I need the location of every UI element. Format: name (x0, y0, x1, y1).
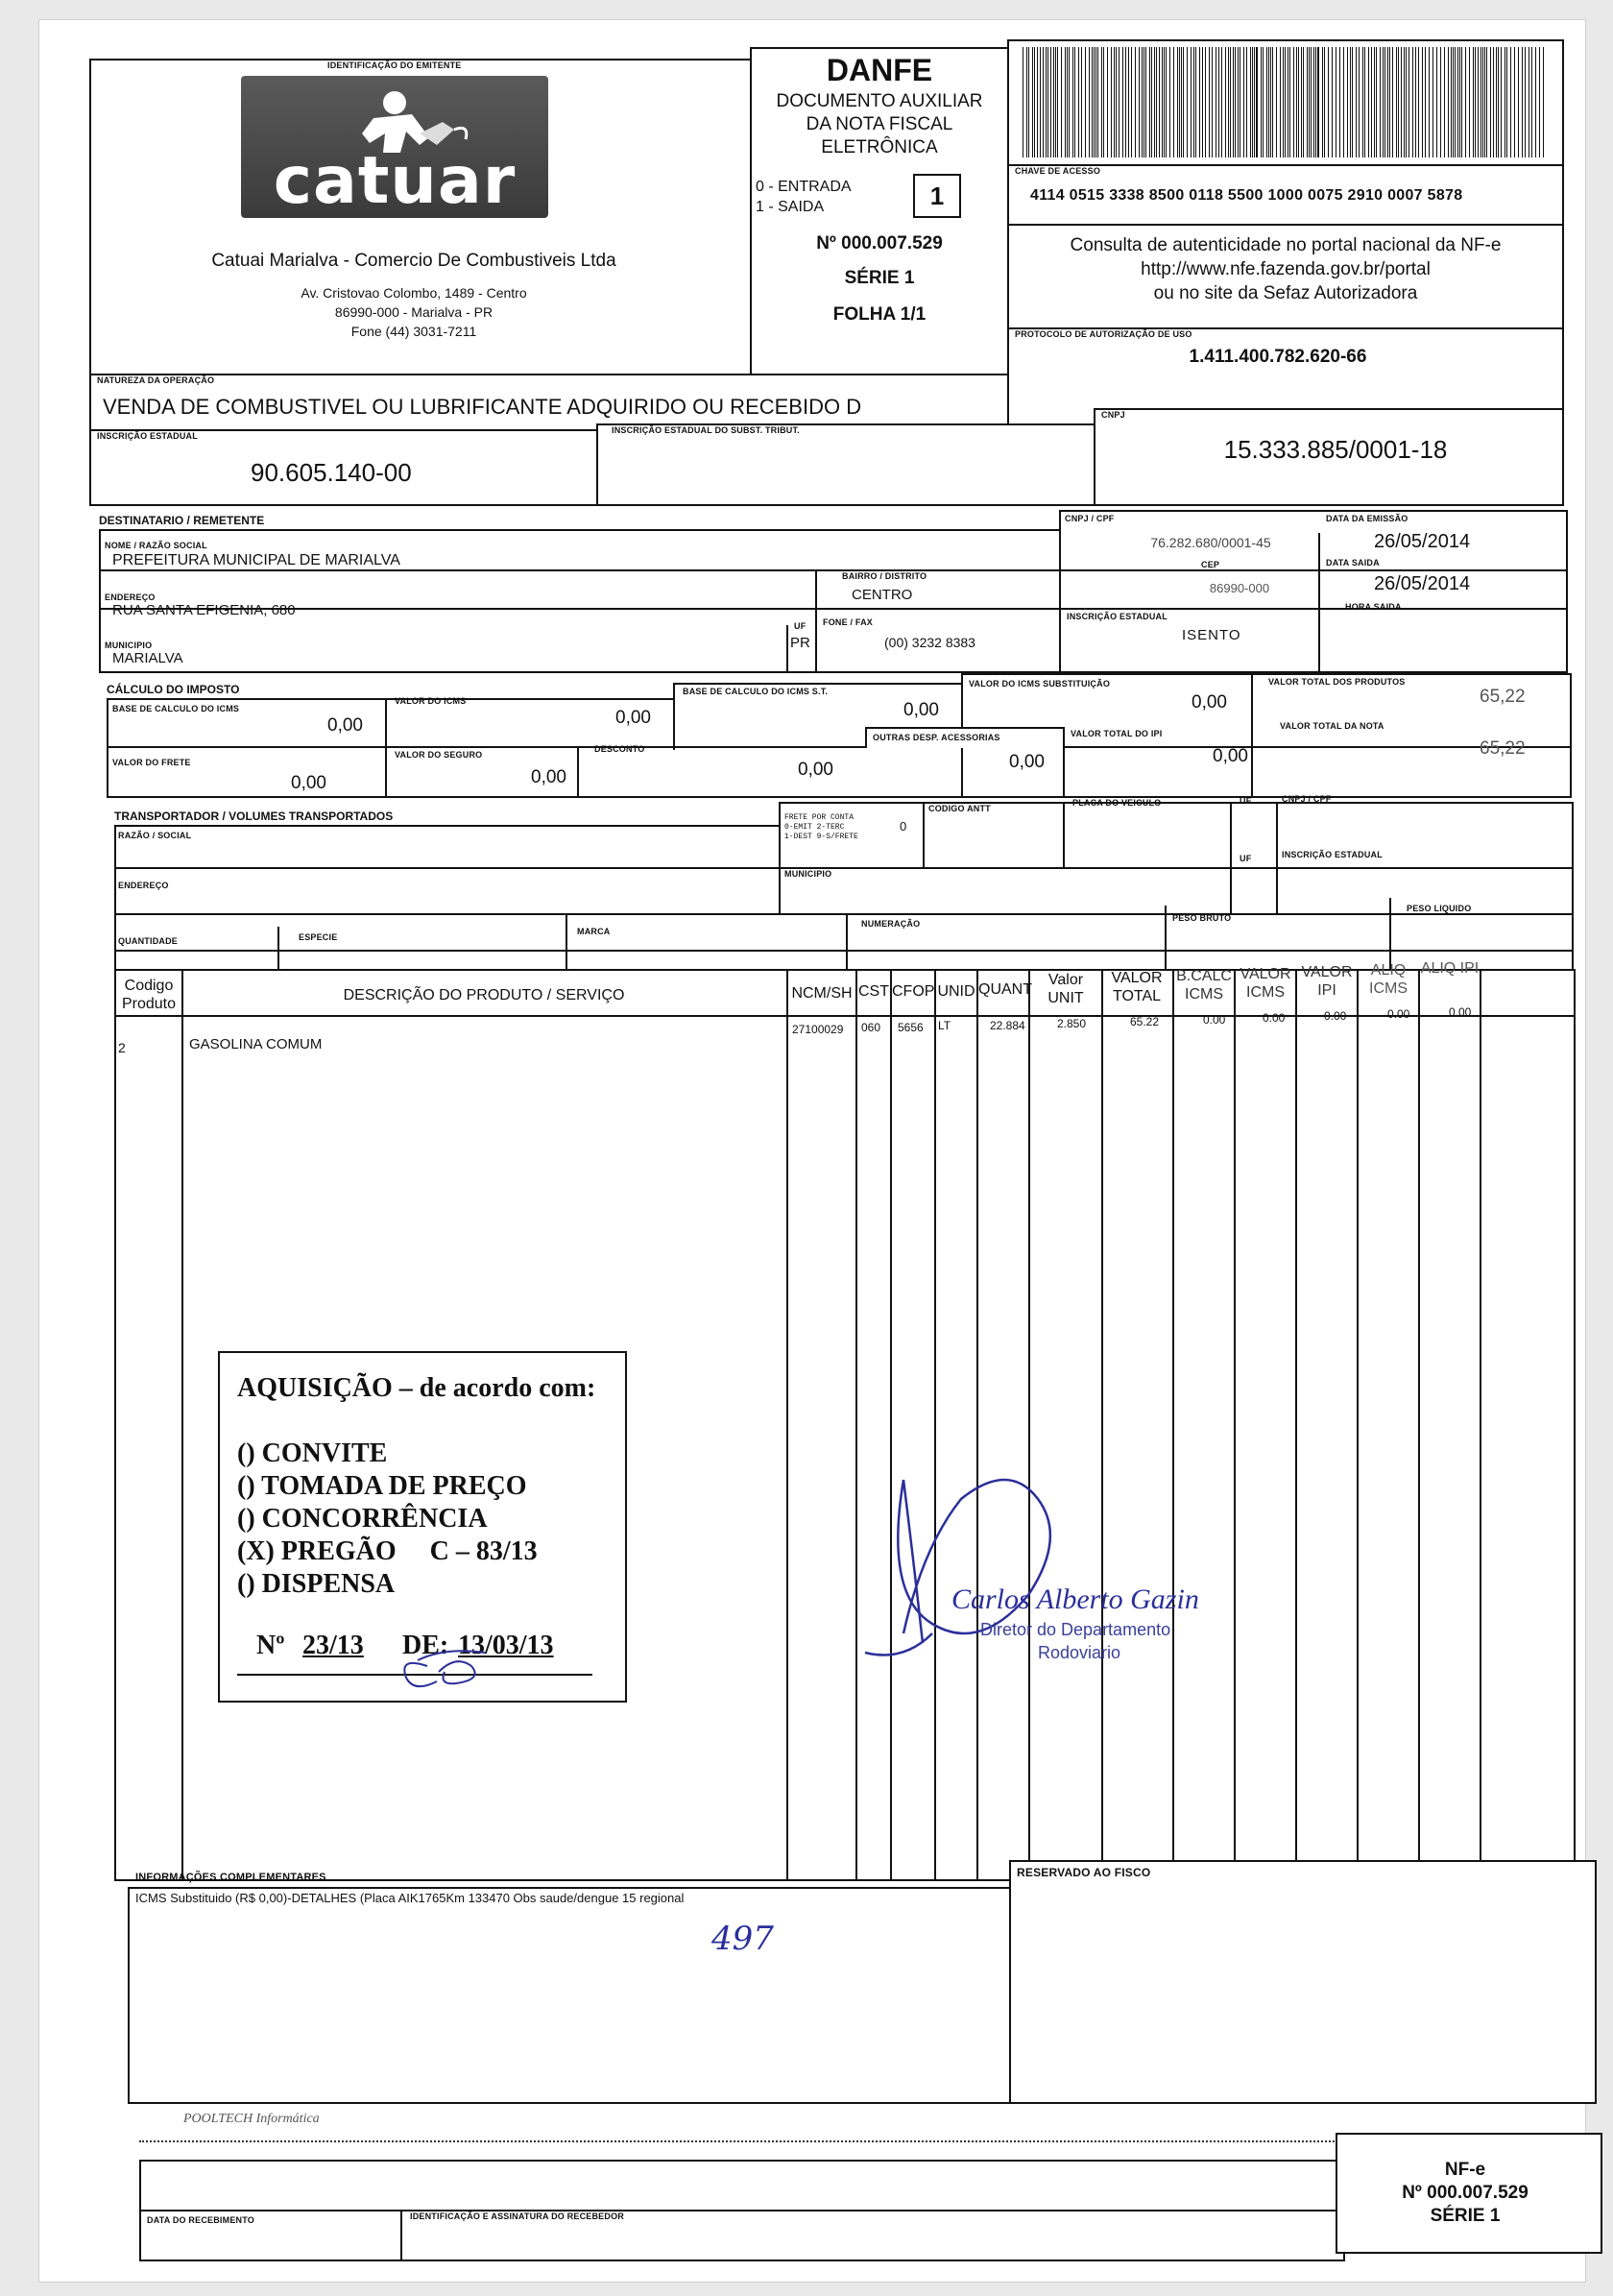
tax-freight: 0,00 (291, 773, 326, 793)
tax-icms-st-label: VALOR DO ICMS SUBSTITUIÇÃO (969, 679, 1111, 689)
info-text: ICMS Substituido (R$ 0,00)-DETALHES (Placa AIK1765Km 133470 Obs saude/dengue 15 regional (135, 1891, 685, 1905)
col-unit: UNID (937, 983, 975, 1000)
software-credit: POOLTECH Informática (183, 2112, 320, 2126)
transport-city-label: MUNICIPIO (784, 869, 832, 879)
emitter-address: Av. Cristovao Colombo, 1489 - Centro (301, 285, 527, 301)
recipient-exit-label: DATA SAIDA (1326, 558, 1380, 568)
transport-freight-label-2: 0-EMIT 2-TERC (784, 823, 845, 832)
danfe-number: Nº 000.007.529 (816, 233, 943, 254)
transport-antt-label: CODIGO ANTT (928, 804, 991, 813)
transport-qty-label: QUANTIDADE (118, 936, 178, 946)
stamp-pregao: (X) PREGÃO C – 83/13 (237, 1536, 538, 1566)
tax-discount: 0,00 (798, 760, 833, 780)
tax-total-products-label: VALOR TOTAL DOS PRODUTOS (1268, 677, 1406, 687)
recipient-cep: 86990-000 (1209, 581, 1270, 595)
danfe-subtitle-1: DOCUMENTO AUXILIAR (776, 91, 983, 111)
recipient-cep-label: CEP (1201, 560, 1220, 569)
recipient-uf-label: UF (794, 621, 806, 631)
col-desc: DESCRIÇÃO DO PRODUTO / SERVIÇO (343, 987, 625, 1003)
recipient-uf: PR (790, 635, 810, 651)
recipient-section: DESTINATARIO / REMETENTE (99, 514, 265, 527)
logo-text: catuar (273, 143, 517, 218)
info-box (128, 1887, 1011, 2104)
recipient-hour-label: HORA SAIDA (1345, 602, 1402, 612)
danfe-type-value: 1 (929, 181, 945, 210)
col-cfop: CFOP (892, 983, 935, 1000)
col-aicms: ALIQ ICMS (1369, 962, 1408, 997)
recipient-name-label: NOME / RAZÃO SOCIAL (105, 541, 207, 550)
col-vipi: VALOR IPI (1301, 964, 1353, 999)
stamp-tomada: () TOMADA DE PREÇO (237, 1471, 527, 1501)
row-vunit: 2.850 (1057, 1017, 1087, 1030)
stamp-number: 23/13 (302, 1631, 364, 1660)
tax-section: CÁLCULO DO IMPOSTO (107, 683, 240, 696)
recipient-emission: 26/05/2014 (1374, 531, 1471, 552)
recipient-exit: 26/05/2014 (1374, 573, 1471, 594)
catuai-logo (241, 76, 548, 218)
stamp-date-prefix: DE: (402, 1631, 449, 1660)
recipient-city-label: MUNICIPIO (105, 640, 153, 650)
transport-uf-label: UF (1240, 796, 1252, 806)
tax-other-label: OUTRAS DESP. ACESSORIAS (873, 733, 1000, 742)
protocol-value: 1.411.400.782.620-66 (1189, 347, 1367, 367)
signature-dept-1: Diretor do Departamento (980, 1620, 1171, 1639)
tax-total-note: 65,22 (1480, 738, 1526, 759)
initials-signature (389, 1637, 494, 1695)
access-key-label: CHAVE DE ACESSO (1015, 166, 1101, 176)
emitter-section-label: IDENTIFICAÇÃO DO EMITENTE (327, 60, 462, 70)
transport-plate-label: PLACA DO VEICULO (1072, 798, 1162, 808)
danfe-folha: FOLHA 1/1 (832, 304, 927, 325)
transport-net-label: PESO LIQUIDO (1407, 904, 1472, 913)
ie-value: 90.605.140-00 (251, 458, 412, 487)
row-cst: 060 (861, 1021, 881, 1034)
emitter-city: 86990-000 - Marialva - PR (334, 304, 494, 320)
tax-total-note-label: VALOR TOTAL DA NOTA (1280, 721, 1384, 731)
stamp-title: AQUISIÇÃO – de acordo com: (237, 1373, 596, 1403)
tax-base-icms-st: 0,00 (903, 700, 939, 720)
row-aipi: 0.00 (1449, 1005, 1472, 1019)
danfe-subtitle-2: DA NOTA FISCAL (806, 114, 953, 134)
transport-gross-label: PESO BRUTO (1172, 913, 1232, 923)
col-vtotal: VALOR TOTAL (1111, 970, 1163, 1004)
danfe-title: DANFE (826, 53, 933, 87)
row-code: 2 (118, 1040, 126, 1055)
stamp-number-prefix: Nº (256, 1631, 285, 1660)
recipient-phone: (00) 3232 8383 (884, 635, 975, 650)
tax-base-icms: 0,00 (327, 715, 363, 736)
nfe-label: NF-e (1444, 2160, 1486, 2180)
recipient-phone-label: FONE / FAX (823, 617, 874, 627)
access-consult-3: ou no site da Sefaz Autorizadora (1153, 283, 1418, 303)
recipient-address-label: ENDEREÇO (105, 592, 156, 602)
danfe-saida: 1 - SAIDA (756, 199, 825, 215)
stamp-dispensa: () DISPENSA (237, 1569, 396, 1599)
protocol-label: PROTOCOLO DE AUTORIZAÇÃO DE USO (1015, 329, 1192, 339)
transport-freight-value: 0 (900, 819, 907, 834)
recipient-district: CENTRO (852, 587, 913, 603)
recipient-cnpj: 76.282.680/0001-45 (1150, 535, 1271, 550)
tax-base-icms-label: BASE DE CALCULO DO ICMS (112, 704, 240, 713)
ie-label: INSCRIÇÃO ESTADUAL (97, 431, 198, 441)
row-vicms: 0.00 (1263, 1011, 1286, 1025)
tax-icms-label: VALOR DO ICMS (395, 696, 467, 706)
danfe-entrada: 0 - ENTRADA (756, 179, 852, 195)
tax-other: 0,00 (1009, 752, 1045, 772)
transport-section: TRANSPORTADOR / VOLUMES TRANSPORTADOS (114, 810, 394, 823)
row-vtotal: 65.22 (1130, 1015, 1160, 1028)
danfe-type-box (913, 174, 961, 218)
col-ncm: NCM/SH (791, 985, 853, 1002)
recipient-district-label: BAIRRO / DISTRITO (842, 571, 927, 581)
row-ncm: 27100029 (792, 1023, 844, 1036)
col-aipi: ALIQ IPI (1420, 960, 1480, 977)
stamp-date: 13/03/13 (458, 1631, 554, 1660)
tax-total-products: 65,22 (1480, 687, 1526, 707)
row-bcicms: 0.00 (1203, 1013, 1226, 1027)
tax-freight-label: VALOR DO FRETE (112, 758, 191, 767)
stamp-concorrencia: () CONCORRÊNCIA (237, 1504, 488, 1534)
col-cst: CST (858, 983, 889, 1000)
row-desc: GASOLINA COMUM (189, 1036, 323, 1052)
col-qty: QUANT (978, 981, 1032, 998)
recipient-emission-label: DATA DA EMISSÃO (1326, 514, 1408, 523)
barcode (1021, 47, 1549, 157)
transport-ie-label: INSCRIÇÃO ESTADUAL (1282, 850, 1383, 859)
tax-insurance: 0,00 (531, 767, 566, 787)
access-consult-2: http://www.nfe.fazenda.gov.br/portal (1141, 259, 1431, 279)
row-qty: 22.884 (990, 1019, 1025, 1032)
access-consult-1: Consulta de autenticidade no portal nacional da NF-e (1070, 235, 1502, 255)
recipient-ie-label: INSCRIÇÃO ESTADUAL (1067, 612, 1168, 621)
transport-freight-label-1: FRETE POR CONTA (784, 813, 855, 822)
emitter-company-name: Catuai Marialva - Comercio De Combustiveis Ltda (211, 251, 616, 271)
nature-label: NATUREZA DA OPERAÇÃO (97, 375, 215, 385)
transport-uf2-label: UF (1240, 854, 1252, 863)
col-vunit: Valor UNIT (1047, 972, 1084, 1006)
reserved-box (1009, 1860, 1597, 2104)
tax-icms: 0,00 (615, 708, 651, 728)
transport-brand-label: MARCA (577, 927, 611, 936)
acquisition-stamp (218, 1351, 627, 1703)
nature-value: VENDA DE COMBUSTIVEL OU LUBRIFICANTE ADQUIRIDO OU RECEBIDO D (103, 395, 862, 419)
recipient-city: MARIALVA (112, 650, 183, 666)
recipient-box (99, 529, 1568, 673)
transport-species-label: ESPECIE (299, 932, 338, 942)
ie-st-box (596, 423, 1095, 506)
tax-discount-label: DESCONTO (594, 744, 645, 754)
danfe-document (38, 19, 1586, 2283)
tax-icms-st: 0,00 (1192, 692, 1227, 713)
transport-address-label: ENDEREÇO (118, 881, 169, 890)
nfe-serie: SÉRIE 1 (1430, 2206, 1501, 2226)
cnpj-value: 15.333.885/0001-18 (1223, 435, 1448, 464)
tax-insurance-label: VALOR DO SEGURO (395, 750, 483, 760)
ie-st-label: INSCRIÇÃO ESTADUAL DO SUBST. TRIBUT. (612, 425, 800, 435)
nfe-number: Nº 000.007.529 (1402, 2183, 1529, 2203)
row-cfop: 5656 (898, 1021, 924, 1034)
row-aicms: 0.00 (1387, 1007, 1410, 1021)
receipt-date-label: DATA DO RECEBIMENTO (147, 2215, 254, 2225)
recipient-address: RUA SANTA EFIGENIA, 680 (112, 602, 296, 618)
transport-freight-label-3: 1-DEST 9-S/FRETE (784, 833, 858, 841)
handwritten-number: 497 (711, 1920, 774, 1958)
stamp-convite: () CONVITE (237, 1438, 388, 1468)
col-code: Codigo Produto (121, 978, 177, 1012)
cnpj-label: CNPJ (1101, 410, 1125, 420)
recipient-name: PREFEITURA MUNICIPAL DE MARIALVA (112, 552, 400, 568)
row-vipi: 0.00 (1324, 1009, 1347, 1023)
reserved-label: RESERVADO AO FISCO (1017, 1866, 1151, 1879)
info-label: INFORMAÇÕES COMPLEMENTARES (135, 1872, 326, 1883)
transport-numbering-label: NUMERAÇÃO (861, 919, 921, 929)
col-bcicms: B.CALC ICMS (1176, 968, 1232, 1003)
tax-ipi: 0,00 (1213, 746, 1248, 766)
transport-name-label: RAZÃO / SOCIAL (118, 831, 192, 840)
col-vicms: VALOR ICMS (1240, 966, 1291, 1001)
emitter-phone: Fone (44) 3031-7211 (350, 324, 477, 339)
tax-base-icms-st-label: BASE DE CALCULO DO ICMS S.T. (683, 687, 829, 696)
receipt-id-label: IDENTIFICAÇÃO E ASSINATURA DO RECEBEDOR (410, 2211, 624, 2221)
tax-ipi-label: VALOR TOTAL DO IPI (1071, 729, 1163, 738)
access-key: 4114 0515 3338 8500 0118 5500 1000 0075 2910 0007 5878 (1030, 187, 1463, 204)
row-unit: LT (938, 1019, 951, 1032)
danfe-serie: SÉRIE 1 (844, 268, 915, 288)
transport-cnpj-label: CNPJ / CPF (1282, 794, 1332, 804)
danfe-subtitle-3: ELETRÔNICA (821, 137, 938, 157)
recipient-cnpj-label: CNPJ / CPF (1065, 514, 1115, 523)
recipient-ie: ISENTO (1182, 627, 1241, 643)
signature-dept-2: Rodoviario (1038, 1643, 1121, 1662)
signature-name: Carlos Alberto Gazin (951, 1583, 1199, 1615)
